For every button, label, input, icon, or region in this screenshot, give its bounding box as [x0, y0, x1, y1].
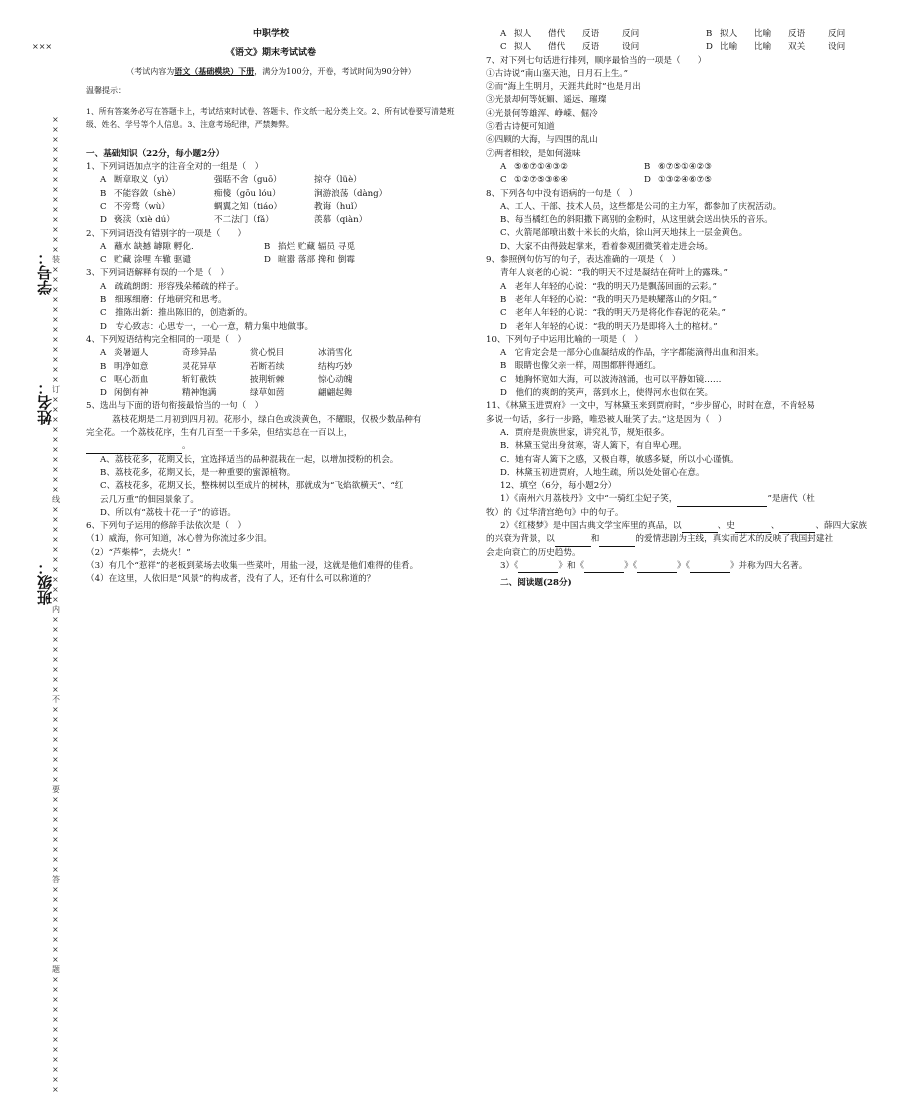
q6-option: C 拟人 借代 反语 设问	[500, 42, 640, 53]
q7-item: ⑤看古诗便可知道	[486, 122, 555, 133]
class-label: 班级：	[36, 560, 54, 605]
binding-margin	[0, 0, 66, 1094]
q3-option: D 专心致志：心思专一，一心一意，精力集中地做事。	[100, 321, 314, 332]
q5-option: D、所以有“荔枝十花一子”的谚语。	[100, 507, 236, 518]
q7-option: C ①②⑦⑤③⑥④ D ①③②④⑥⑦⑤	[500, 175, 712, 186]
q12-sub1: 1）《南州六月荔枝丹》文中“一骑红尘妃子笑， ”是唐代（杜	[486, 493, 896, 506]
q11-stem: 11、《林黛玉进贾府》一文中，写林黛玉来到贾府时，“步步留心，时时在意，不肯轻易	[486, 401, 815, 412]
q7-stem: 7、对下列七句话进行排列，顺序最恰当的一项是（ ）	[486, 55, 707, 66]
q12-sub2: 2）《红楼梦》是中国古典文学宝库里的真品，以 、史 、 、薛四大家族	[486, 520, 896, 533]
q11-option: A．贾府是贵族世家，讲究礼节，规矩很多。	[500, 427, 670, 438]
q7-item: ③光景却何等妩媚、遥远、璀璨	[486, 95, 607, 106]
q12-sub2-cont: 的兴衰为背景，以 和 的爱情悲剧为主线，真实而艺术的反映了我国封建社	[486, 533, 896, 546]
right-column	[486, 0, 896, 651]
q7-item: ①古诗说“南山塞天池，日月石上生。”	[486, 68, 628, 79]
tips-line2: 级、姓名、学号等个人信息。3、注意考场纪律，严禁舞弊。	[86, 120, 294, 130]
q5-passage: 荔枝花期是二月初到四月初。花形小，绿白色或淡黄色，不耀眼，仅极少数品种有	[112, 414, 422, 425]
q9-option: C 老年人年轻的心说：“我的明天乃是将化作春泥的花朵。”	[500, 308, 726, 319]
q6-item: （2）“芦柴棒”，去烧火！”	[86, 547, 191, 558]
q10-stem: 10、下列句子中运用比喻的一项是（ ）	[486, 334, 644, 345]
q10-option: D 他们的爽朗的笑声，落到水上，使得河水也似在笑。	[500, 388, 714, 399]
q5-option: B、荔枝花多，花期又长，是一种重要的蜜源植物。	[100, 467, 296, 478]
q6-option: D 比喻 比喻 双关 设问	[706, 42, 846, 53]
q7-item: ④光景何等雄浑、峥嵘、倔冷	[486, 108, 598, 119]
q3-option: A 疏疏朗朗：形容残朵稀疏的样子。	[100, 281, 244, 292]
q7-option: A ⑤⑥⑦①④③② B ⑥⑦⑤①④②③	[500, 161, 712, 172]
student-id-label: 学号：	[36, 250, 54, 295]
q7-item: ⑦两者相较，是如何滋味	[486, 148, 581, 159]
q1-stem: 1、下列词语加点字的注音全对的一组是（ ）	[86, 162, 264, 173]
q9-stem: 9、参照例句仿写的句子，表达准确的一项是（ ）	[486, 255, 681, 266]
tips-line1: 1、所有答案务必写在答题卡上，考试结束时试卷、答题卡、作文纸一起分类上交。2、所有试卷要写清楚班	[86, 107, 455, 117]
q5-stem: 5、选出与下面的语句衔接最恰当的一句（ ）	[86, 401, 264, 412]
seal-line-text: ××××××××××××××装××××××××××××订××××××××××线××××××××××内××××××××不××××××××要××××××××答××××××××题××××××××××××	[52, 115, 60, 1094]
q3-option: B 细琢细磨：仔地研究和思考。	[100, 295, 227, 306]
q4-option: C 呕心沥血 斩钉截铁 披荆斩棘 惊心动魄	[100, 374, 353, 385]
q2-stem: 2、下列词语没有错别字的一项是（ ）	[86, 228, 247, 239]
q7-item: ②而“海上生明月，天涯共此时”也是月出	[486, 82, 641, 93]
q12-sub1-cont: 牧）的《过华清宫绝句》中的句子。	[486, 507, 624, 518]
q6-options	[486, 28, 896, 55]
q6-item: （4）在这里，人依旧是“风景”的构成者，没有了人，还有什么可以称道的？	[86, 574, 376, 585]
school-name: 中职学校	[252, 29, 289, 39]
q9-option: D 老年人年轻的心说：“我的明天乃是即将入土的棺材。”	[500, 321, 718, 332]
q12-sub3: 3）《 》和《 》《 》《 》并称为四大名著。	[486, 560, 896, 573]
q6-stem: 6、下列句子运用的修辞手法依次是（ ）	[86, 521, 247, 532]
q12-stem: 12、填空（6分，每小题2分）	[500, 481, 617, 492]
q11-option: B．林黛玉觉出身贫寒，寄人篱下，有自卑心理。	[500, 441, 687, 452]
q1-option: D 亵渎（xiè dú） 不二法门（fǎ） 羡慕（qiàn）	[100, 215, 368, 226]
q6-options-right	[706, 28, 878, 55]
q2-option: A 蘸水 缺撼 罅隙 孵化. B 掐烂 贮藏 辐员 寻觅	[100, 241, 355, 252]
q6-option: B 拟人 比喻 反语 反问	[706, 29, 846, 39]
q1-option: C 不旁骛（wù） 蜩翼之知（tiáo） 教诲（huǐ）	[100, 201, 363, 212]
q10-option: B 眼睛也像父亲一样，周围都胖得通红。	[500, 361, 662, 372]
q8-stem: 8、下列各句中没有语病的一句是（ ）	[486, 188, 638, 199]
q12-sub2-end: 会走向衰亡的历史趋势。	[486, 547, 581, 558]
q1-option: A 断章取义（yì） 强聒不舍（guō） 掠夺（lüè）	[100, 175, 362, 186]
exam-title: 《语文》期末考试试卷	[225, 48, 316, 59]
q4-stem: 4、下列短语结构完全相同的一项是（ ）	[86, 334, 247, 345]
margin-crosses: ×××	[32, 42, 53, 51]
q11-option: C．她有寄人篱下之感，又极自尊，敏感多疑，所以小心谨慎。	[500, 454, 739, 465]
q11-option: D．林黛玉初进贾府，人地生疏，所以处处留心在意。	[500, 467, 705, 478]
q6-item: （1）威海，你可知道，冰心曾为你流过多少泪。	[86, 534, 272, 545]
q6-item: （3）有几个“惹祥”的老板到菜场去收集一些菜叶，用盐一浸，这就是他们难得的佳肴。	[86, 560, 419, 571]
q1-option: B 不能容敛（shè） 痴傻（gōu lóu） 涧游浪荡（dàng）	[100, 188, 388, 199]
q4-option: D 闲倒有神 精神饱满 绿草如茵 翩翩起舞	[100, 388, 353, 399]
left-column	[86, 0, 456, 651]
q9-option: A 老年人年轻的心说：“我的明天乃是飘荡回面的云彩。”	[500, 281, 717, 292]
q11-stem-2: 多说一句话，多行一步路，唯恐被人耻笑了去。”这是因为（ ）	[486, 414, 727, 425]
q6-options-left	[500, 28, 672, 55]
q10-option: A 它肯定会是一部分心血凝结成的作品，字字都能滴得出血和泪来。	[500, 348, 765, 359]
q3-option: C 推陈出新：推出陈旧的，创造新的。	[100, 308, 253, 319]
q5-passage-2: 完全花。一个荔枝花序，生有几百至一千多朵，但结实总在一百以上，	[86, 428, 353, 439]
q6-option: A 拟人 借代 反语 反问	[500, 29, 640, 39]
q5-option-cont: 云几万重”的佃园景象了。	[100, 494, 199, 505]
q8-option: A、工人、干部、技术人员，这些都是公司的主力军，都参加了庆祝活动。	[500, 201, 782, 212]
tips-label: 温馨提示：	[86, 85, 126, 95]
exam-scope: （考试内容为语文（基础模块）下册，满分为100分，开卷，考试时间为90分钟）	[126, 65, 416, 76]
q1-options	[86, 174, 456, 227]
q5-blank-line: 。	[86, 440, 456, 453]
q8-option: C、火箭尾部喷出数十米长的火焰，徐山河天地抹上一层金黄色。	[500, 228, 748, 239]
q8-option: B、每当橘红色的斜阳撒下离别的金粉时，从这里就会送出快乐的音乐。	[500, 215, 773, 226]
q4-option: B 明净如意 灵花异草 若断若续 结构巧妙	[100, 361, 353, 372]
name-label: 姓名：	[36, 380, 54, 425]
q9-option: B 老年人年轻的心说：“我的明天乃是映耀落山的夕阳。”	[500, 294, 718, 305]
q2-option: C 贮藏 涂哩 车辙 驱谴 D 暄嚣 落部 搀和 倒霉	[100, 255, 355, 266]
q5-option: A、荔枝花多，花期又长，宜选择适当的品种混栽在一起，以增加授粉的机会。	[100, 454, 399, 465]
q8-option: D、大家不由得鼓起掌来，看着参观团微笑着走进会场。	[500, 241, 714, 252]
section1-title: 一、基础知识（22分，每小题2分）	[86, 148, 225, 159]
q5-option: C、荔枝花多，花期又长，整株树以至成片的树林，那就成为“飞焰欲横天”、“红	[100, 481, 404, 492]
section2-title: 二、阅读题(28分)	[500, 578, 572, 589]
q4-option: A 炎暑逼人 奇珍异品 赏心悦目 冰消雪化	[100, 348, 353, 359]
q10-option: C 她胸怀宽如大海，可以波涛汹涌，也可以平静如镜……	[500, 374, 722, 385]
q9-example: 青年人哀老的心说：“我的明天不过是凝结在荷叶上的露珠。”	[500, 268, 728, 279]
q7-item: ⑥四顾的大海，与四围的乱山	[486, 135, 598, 146]
q3-stem: 3、下列词语解释有误的一个是（ ）	[86, 268, 229, 279]
